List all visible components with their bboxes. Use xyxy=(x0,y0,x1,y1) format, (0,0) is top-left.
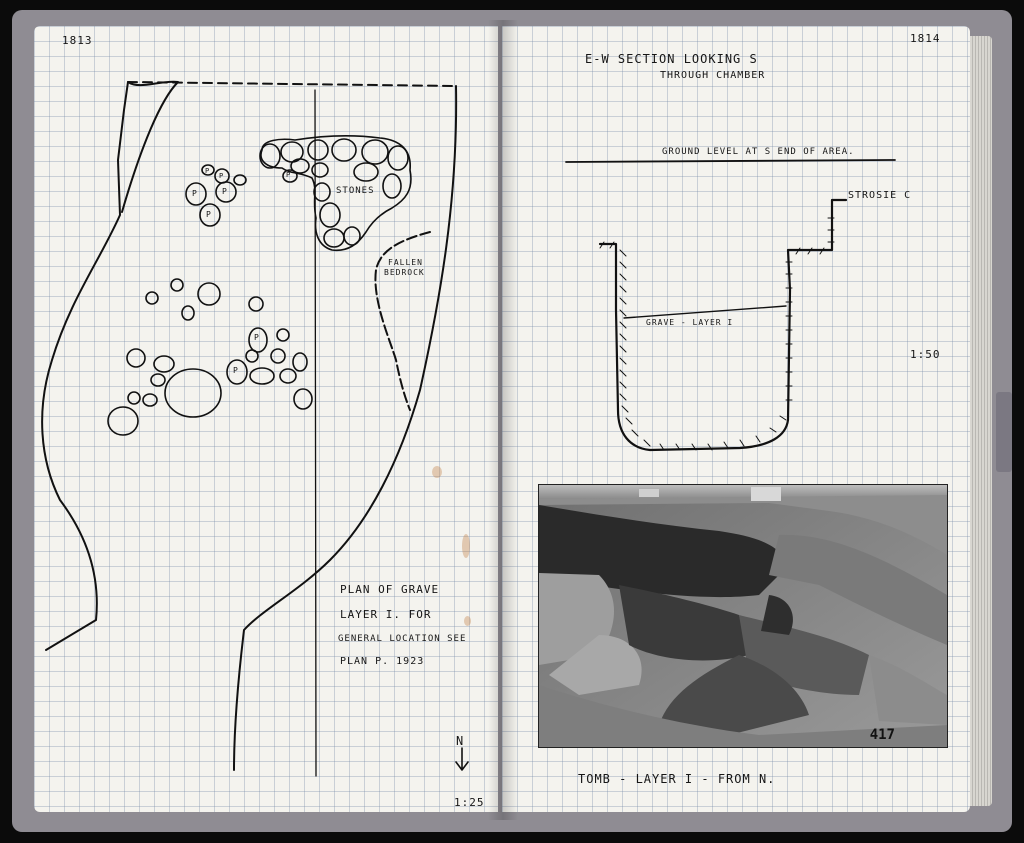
scattered-stones xyxy=(108,279,312,435)
ground-level-line xyxy=(566,160,895,162)
caption-line-3: GENERAL LOCATION SEE xyxy=(338,634,467,644)
excavation-photo xyxy=(538,484,948,748)
ground-level-label: GROUND LEVEL AT S END OF AREA. xyxy=(662,147,855,157)
posthole-label: P xyxy=(206,210,212,219)
photo-image xyxy=(539,485,947,747)
north-arrow-icon xyxy=(456,748,468,770)
caption-line-2: LAYER I. FOR xyxy=(340,608,432,621)
right-scale: 1:50 xyxy=(910,348,941,361)
posthole-label: P xyxy=(219,172,225,180)
section-title-line2: THROUGH CHAMBER xyxy=(660,70,766,81)
right-page-number: 1814 xyxy=(910,32,941,45)
posthole-label: P xyxy=(222,187,228,196)
bedrock-label-line2: BEDROCK xyxy=(384,268,425,277)
grave-layer-label: GRAVE - LAYER I xyxy=(646,318,734,327)
grave-layer-line xyxy=(624,306,786,318)
caption-line-4: PLAN P. 1923 xyxy=(340,656,425,667)
caption-line-1: PLAN OF GRAVE xyxy=(340,583,440,596)
grave-inner-edge xyxy=(122,82,178,212)
posthole-label: P xyxy=(286,171,292,179)
posthole-label: P xyxy=(254,333,260,342)
posthole-label: P xyxy=(205,167,211,175)
fallen-label-line1: FALLEN xyxy=(388,258,423,267)
grave-outline-left xyxy=(42,82,128,650)
section-title-line1: E-W SECTION LOOKING S xyxy=(585,52,758,66)
posthole-label: P xyxy=(192,189,198,198)
photo-number: 417 xyxy=(869,727,895,743)
section-hatching xyxy=(600,218,834,450)
stones-label: STONES xyxy=(336,186,375,196)
north-label: N xyxy=(456,734,465,748)
strosie-label: STROSIE C xyxy=(848,190,912,201)
left-page-number: 1813 xyxy=(62,34,93,47)
photo-caption: TOMB - LAYER I - FROM N. xyxy=(578,772,776,786)
posthole-label: P xyxy=(233,366,239,375)
left-scale: 1:25 xyxy=(454,796,485,809)
